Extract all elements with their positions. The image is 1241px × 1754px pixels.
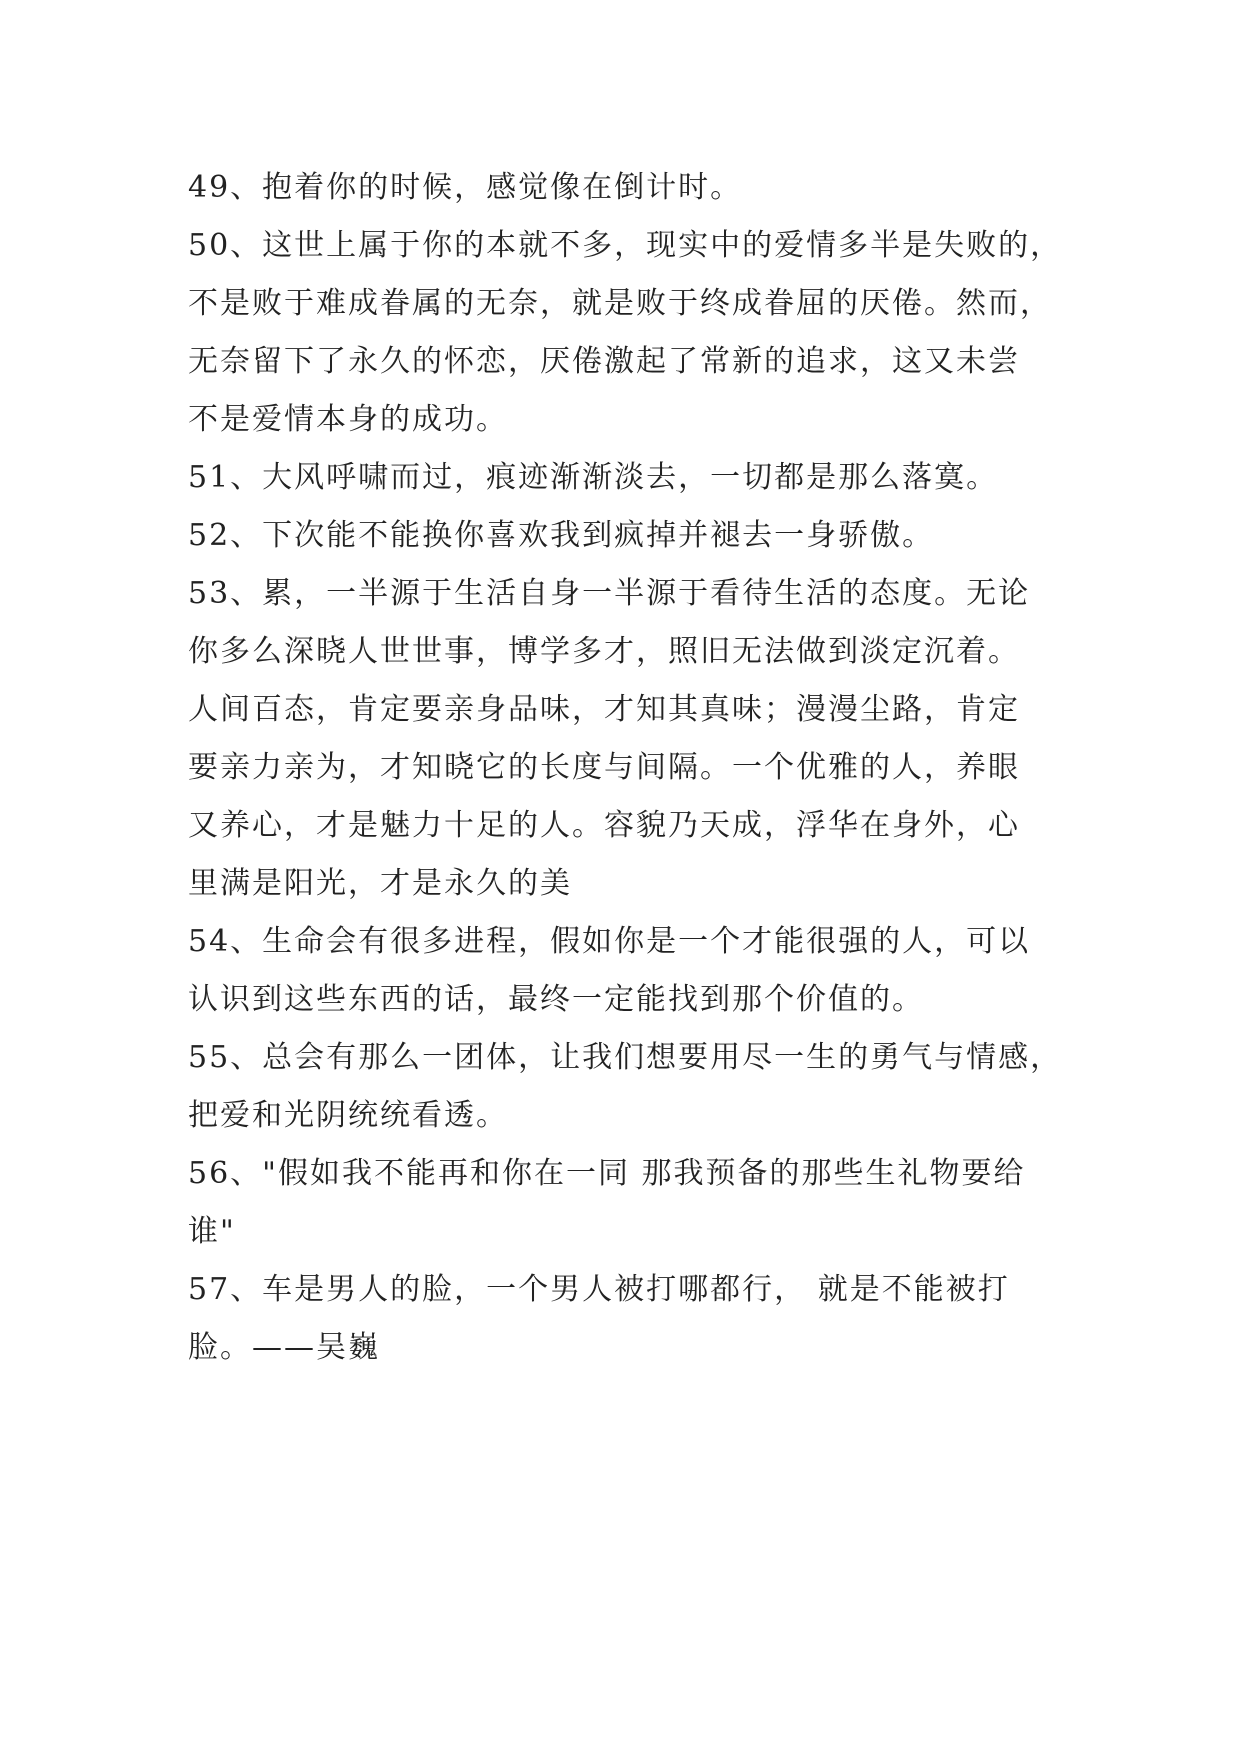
text-line: 你多么深晓人世世事，博学多才，照旧无法做到淡定沉着。 <box>188 634 1020 669</box>
text-line: 里满是阳光，才是永久的美 <box>188 866 572 901</box>
text-line: 不是败于难成眷属的无奈，就是败于终成眷屈的厌倦。然而， <box>188 286 1052 321</box>
text-line: 又养心，才是魅力十足的人。容貌乃天成，浮华在身外，心 <box>188 808 1020 843</box>
text-line: 认识到这些东西的话，最终一定能找到那个价值的。 <box>188 982 924 1017</box>
text-line: 49、抱着你的时候，感觉像在倒计时。 <box>188 170 743 205</box>
text-line: 把爱和光阴统统看透。 <box>188 1098 508 1133</box>
text-line: 谁" <box>188 1214 236 1249</box>
text-line: 51、大风呼啸而过，痕迹渐渐淡去，一切都是那么落寞。 <box>188 460 999 495</box>
text-line: 50、这世上属于你的本就不多，现实中的爱情多半是失败的， <box>188 228 1063 263</box>
text-line: 55、总会有那么一团体，让我们想要用尽一生的勇气与情感， <box>188 1040 1063 1075</box>
text-line: 54、生命会有很多进程，假如你是一个才能很强的人，可以 <box>188 924 1031 959</box>
text-line: 无奈留下了永久的怀恋，厌倦激起了常新的追求，这又未尝 <box>188 344 1020 379</box>
text-line: 56、"假如我不能再和你在一同 那我预备的那些生礼物要给 <box>188 1156 1026 1191</box>
text-line: 52、下次能不能换你喜欢我到疯掉并褪去一身骄傲。 <box>188 518 935 553</box>
document-body <box>188 159 1078 1377</box>
text-line: 57、车是男人的脸，一个男人被打哪都行， 就是不能被打 <box>188 1272 1010 1307</box>
text-line: 不是爱情本身的成功。 <box>188 402 508 437</box>
text-line: 人间百态，肯定要亲身品味，才知其真味；漫漫尘路，肯定 <box>188 692 1020 727</box>
text-line: 脸。——吴巍 <box>188 1330 380 1365</box>
text-line: 要亲力亲为，才知晓它的长度与间隔。一个优雅的人，养眼 <box>188 750 1020 785</box>
text-line: 53、累，一半源于生活自身一半源于看待生活的态度。无论 <box>188 576 1031 611</box>
